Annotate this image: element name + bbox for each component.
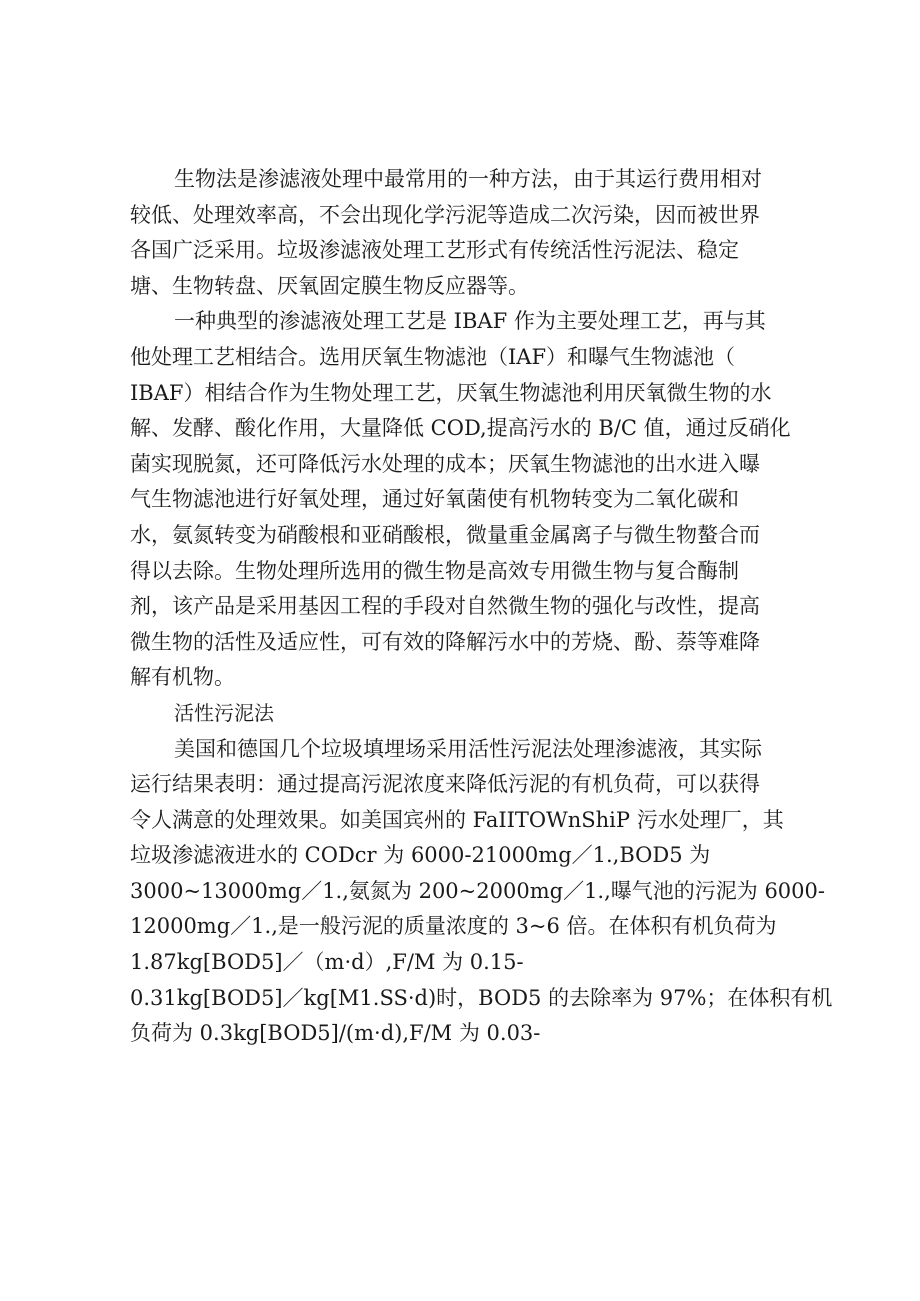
text-line: 气生物滤池进行好氧处理，通过好氧菌使有机物转变为二氧化碳和: [130, 487, 739, 512]
paragraph-activated-sludge: [130, 732, 833, 1052]
text-line: 解、发酵、酸化作用，大量降低 COD,提高污水的 B/C 值，通过反硝化: [130, 416, 791, 441]
text-line: 塘、生物转盘、厌氧固定膜生物反应器等。: [130, 273, 529, 298]
text-line: 垃圾渗滤液进水的 CODcr 为 6000-21000mg／1.,BOD5 为: [130, 843, 711, 868]
text-line: 0.31kg[BOD5]／kg[M1.SS·d)时，BOD5 的去除率为 97%；在体积有机: [130, 985, 833, 1010]
text-line: 得以去除。生物处理所选用的微生物是高效专用微生物与复合酶制: [130, 558, 739, 583]
text-line: 菌实现脱氮，还可降低污水处理的成本；厌氧生物滤池的出水进入曝: [130, 451, 760, 476]
text-line: 1.87kg[BOD5]／（m·d）,F/M 为 0.15-: [130, 950, 524, 975]
section-heading: 活性污泥法: [174, 700, 274, 725]
text-line: 剂，该产品是采用基因工程的手段对自然微生物的强化与改性，提高: [130, 594, 760, 619]
document-page: [130, 162, 833, 1052]
paragraph-biological-method: [130, 162, 790, 304]
section-heading-activated-sludge: [130, 696, 790, 732]
text-line: 微生物的活性及适应性，可有效的降解污水中的芳烧、酚、萘等难降: [130, 629, 760, 654]
paragraph-ibaf-process: [130, 304, 790, 696]
text-line: 各国广泛采用。垃圾渗滤液处理工艺形式有传统活性污泥法、稳定: [130, 238, 739, 263]
text-line: 一种典型的渗滤液处理工艺是 IBAF 作为主要处理工艺，再与其: [174, 309, 766, 334]
text-line: 生物法是渗滤液处理中最常用的一种方法，由于其运行费用相对: [174, 167, 762, 191]
text-line: IBAF）相结合作为生物处理工艺，厌氧生物滤池利用厌氧微生物的水: [130, 380, 772, 405]
text-line: 3000~13000mg／1.,氨氮为 200~2000mg／1.,曝气池的污泥为 6000-: [130, 878, 825, 903]
text-line: 较低、处理效率高，不会出现化学污泥等造成二次污染，因而被世界: [130, 202, 760, 227]
text-line: 运行结果表明：通过提高污泥浓度来降低污泥的有机负荷，可以获得: [130, 772, 760, 797]
text-line: 解有机物。: [130, 665, 235, 690]
text-line: 美国和德国几个垃圾填埋场采用活性污泥法处理渗滤液，其实际: [174, 736, 762, 761]
text-line: 水，氨氮转变为硝酸根和亚硝酸根，微量重金属离子与微生物螯合而: [130, 522, 760, 547]
text-line: 负荷为 0.3kg[BOD5]/(m·d),F/M 为 0.03-: [130, 1021, 541, 1046]
text-line: 令人满意的处理效果。如美国宾州的 FaIITOWnShiP 污水处理厂，其: [130, 807, 784, 832]
text-line: 他处理工艺相结合。选用厌氧生物滤池（IAF）和曝气生物滤池（: [130, 344, 736, 369]
text-line: 12000mg／1.,是一般污泥的质量浓度的 3~6 倍。在体积有机负荷为: [130, 914, 777, 939]
